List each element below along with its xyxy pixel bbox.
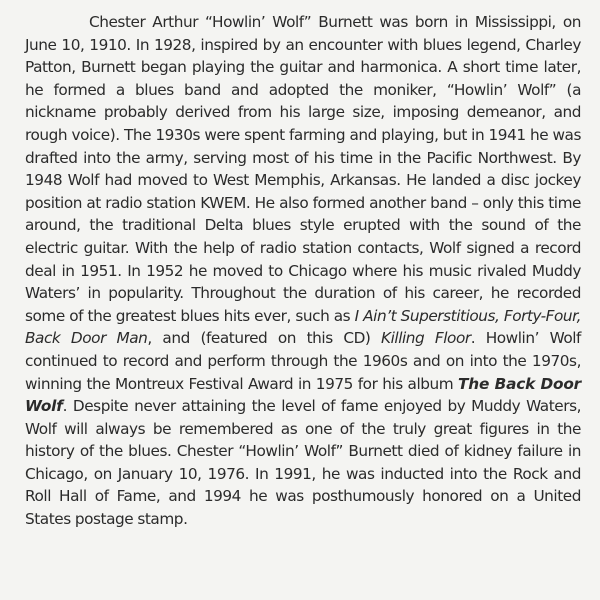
album-title-bold-italic: The Back Door Wolf bbox=[25, 374, 581, 416]
bio-text-part-2: , and (featured on this CD) bbox=[147, 329, 382, 348]
bio-text-part-3: . Howlin’ Wolf continued to record and perform through the 1960s and on into the 1970s, winning the Montreux Festival Award in 1975 for his album bbox=[25, 329, 581, 393]
song-titles-italic: I Ain’t Superstitious, Forty-Four, Back Door Man bbox=[25, 306, 582, 348]
biography-paragraph bbox=[25, 11, 581, 531]
featured-song-title-italic: Killing Floor bbox=[381, 329, 471, 348]
bio-text-part-4: . Despite never attaining the level of fame enjoyed by Muddy Waters, Wolf will always be remembered as one of the truly great figures in the history of the blues. Chester “Howlin’ Wolf” Burnett died of kidney failure in Chicago, on January 10, 1976. In 1991, he was inducted into the Rock and Roll Hall of Fame, and 1994 he was posthumously honored on a United States postage stamp. bbox=[25, 397, 581, 529]
bio-text-part-1: Chester Arthur “Howlin’ Wolf” Burnett was born in Mississippi, on June 10, 1910. In 1928, inspired by an encounter with blues legend, Charley Patton, Burnett began playing the guitar and harmonica. A short time later, he formed a blues band and adopted the moniker, “Howlin’ Wolf” (a nickname probably derived from his large size, imposing demeanor, and rough voice). The 1930s were spent farming and playing, but in 1941 he was drafted into the army, serving most of his time in the Pacific Northwest. By 1948 Wolf had moved to West Memphis, Arkansas. He landed a disc jockey position at radio station KWEM. He also formed another band – only this time around, the traditional Delta blues style erupted with the sound of the electric guitar. With the help of radio station contacts, Wolf signed a record deal in 1951. In 1952 he moved to Chicago where his music rivaled Muddy Waters’ in popularity. Throughout the duration of his career, he recorded some of the greatest blues hits ever, such as bbox=[25, 13, 581, 325]
